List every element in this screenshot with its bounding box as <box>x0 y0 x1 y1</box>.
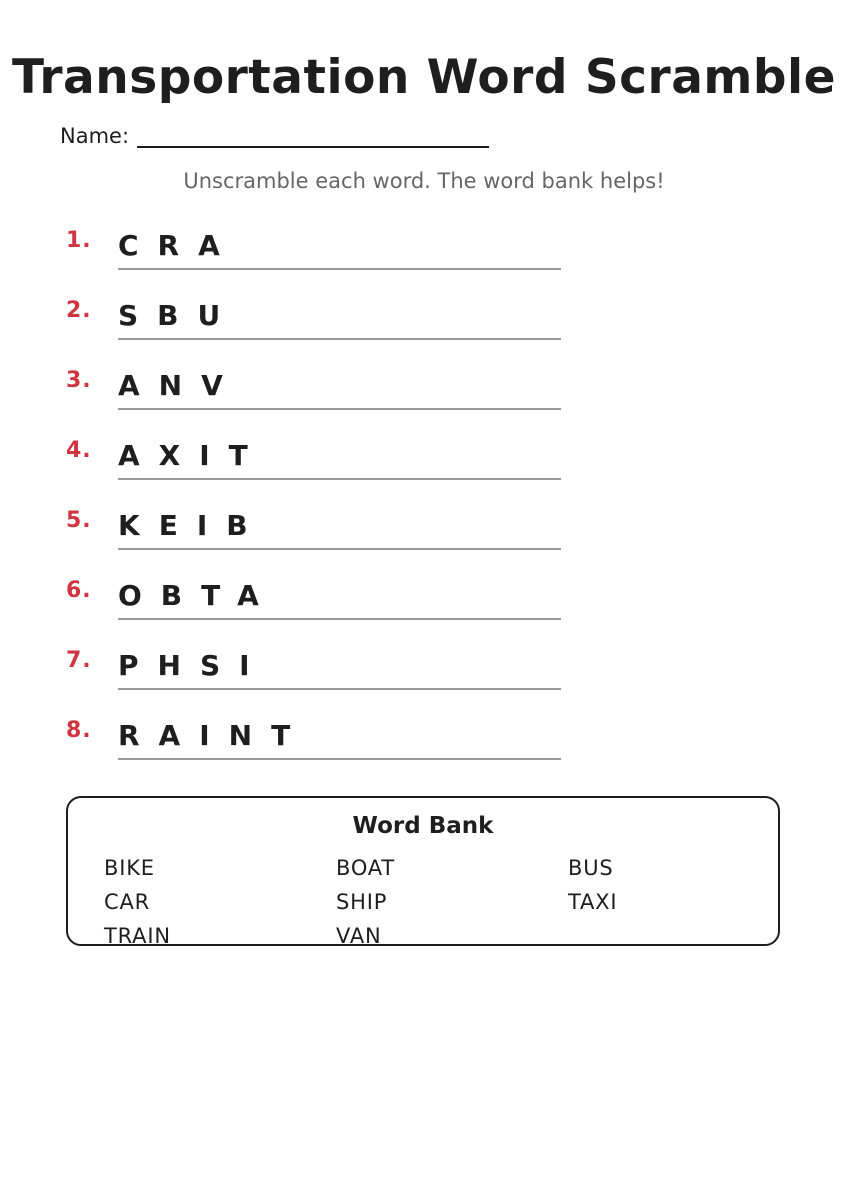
scrambled-letters: AXIT <box>118 439 267 472</box>
word-bank-word: SHIP <box>336 890 388 914</box>
answer-line[interactable] <box>118 618 561 620</box>
word-bank-word: BUS <box>568 856 614 880</box>
word-bank-word: TRAIN <box>104 924 171 948</box>
item-number: 3. <box>66 368 92 393</box>
scrambled-letters: SBU <box>118 299 240 332</box>
item-number: 6. <box>66 578 92 603</box>
instructions: Unscramble each word. The word bank helps! <box>183 169 665 193</box>
scrambled-letters: PHSI <box>118 649 269 682</box>
scramble-item-8 <box>0 712 848 782</box>
word-bank-word: TAXI <box>568 890 618 914</box>
answer-line[interactable] <box>118 478 561 480</box>
item-number: 5. <box>66 508 92 533</box>
item-number: 8. <box>66 718 92 743</box>
scrambled-letters: OBTA <box>118 579 278 612</box>
item-number: 1. <box>66 228 92 253</box>
word-bank-word: BOAT <box>336 856 395 880</box>
scramble-item-1 <box>0 222 848 292</box>
answer-line[interactable] <box>118 338 561 340</box>
name-answer-line[interactable] <box>137 146 489 148</box>
item-number: 2. <box>66 298 92 323</box>
word-bank-word: VAN <box>336 924 382 948</box>
word-bank-box <box>66 796 780 946</box>
answer-line[interactable] <box>118 408 561 410</box>
answer-line[interactable] <box>118 758 561 760</box>
scrambled-letters: KEIB <box>118 509 267 542</box>
word-bank-word: CAR <box>104 890 151 914</box>
scrambled-letters: CRA <box>118 229 239 262</box>
scramble-item-6 <box>0 572 848 642</box>
answer-line[interactable] <box>118 268 561 270</box>
scramble-item-7 <box>0 642 848 712</box>
item-number: 4. <box>66 438 92 463</box>
name-row <box>60 120 489 150</box>
answer-line[interactable] <box>118 548 561 550</box>
name-label: Name: <box>60 124 130 148</box>
item-number: 7. <box>66 648 92 673</box>
word-bank-list <box>104 852 804 954</box>
scramble-item-4 <box>0 432 848 502</box>
worksheet-title: Transportation Word Scramble <box>11 50 837 105</box>
scramble-item-2 <box>0 292 848 362</box>
word-bank-word: BIKE <box>104 856 155 880</box>
answer-line[interactable] <box>118 688 561 690</box>
scramble-item-3 <box>0 362 848 432</box>
scrambled-letters: ANV <box>118 369 242 402</box>
scrambled-letters: RAINT <box>118 719 310 752</box>
scramble-item-5 <box>0 502 848 572</box>
word-bank-title: Word Bank <box>352 813 494 839</box>
